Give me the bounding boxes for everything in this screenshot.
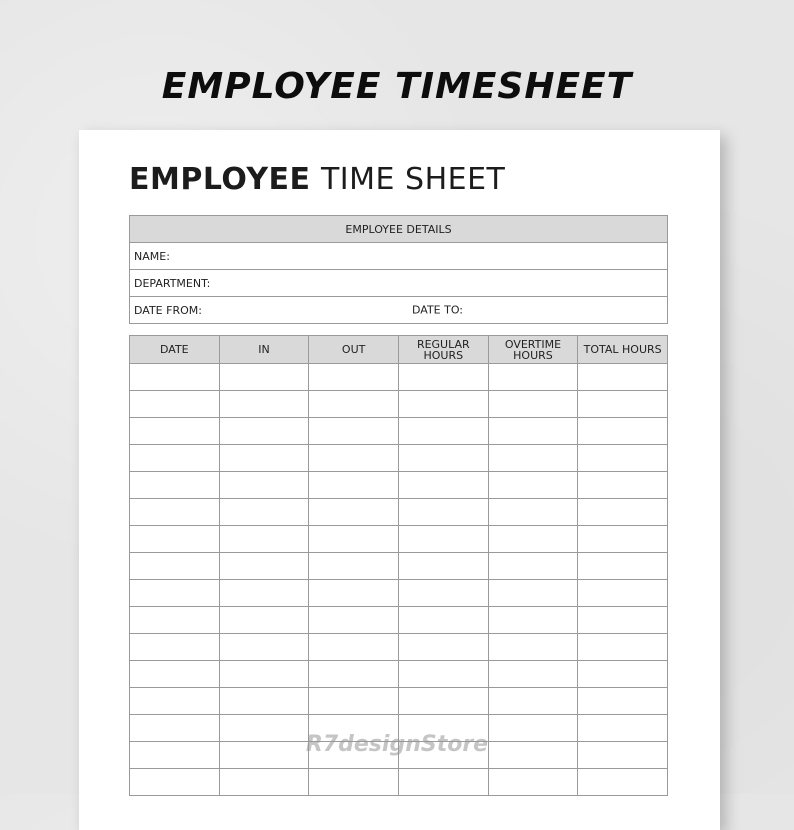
document-title-light: TIME SHEET <box>320 162 506 197</box>
time-log-table <box>129 335 668 796</box>
table-row <box>130 553 668 580</box>
cell-out[interactable] <box>309 634 399 661</box>
cell-overtime-hours[interactable] <box>488 364 578 391</box>
cell-total-hours[interactable] <box>578 472 668 499</box>
department-field[interactable] <box>130 270 668 297</box>
timesheet-page <box>79 130 720 830</box>
cell-total-hours[interactable] <box>578 607 668 634</box>
cell-in[interactable] <box>219 472 309 499</box>
cell-regular-hours[interactable] <box>398 364 488 391</box>
cell-regular-hours[interactable] <box>398 688 488 715</box>
department-label: DEPARTMENT: <box>134 276 211 290</box>
cell-overtime-hours[interactable] <box>488 445 578 472</box>
cell-in[interactable] <box>219 553 309 580</box>
cell-overtime-hours[interactable] <box>488 607 578 634</box>
cell-out[interactable] <box>309 607 399 634</box>
cell-total-hours[interactable] <box>578 526 668 553</box>
cell-overtime-hours[interactable] <box>488 661 578 688</box>
cell-regular-hours[interactable] <box>398 499 488 526</box>
date-from-label: DATE FROM: <box>134 303 202 317</box>
cell-regular-hours[interactable] <box>398 391 488 418</box>
cell-date[interactable] <box>130 391 220 418</box>
time-log-header-row <box>130 336 668 364</box>
column-header-date: DATE <box>130 336 220 364</box>
table-row <box>130 472 668 499</box>
cell-in[interactable] <box>219 445 309 472</box>
cell-out[interactable] <box>309 580 399 607</box>
date-range-field[interactable] <box>130 297 668 324</box>
table-row <box>130 607 668 634</box>
cell-date[interactable] <box>130 526 220 553</box>
cell-in[interactable] <box>219 526 309 553</box>
name-label: NAME: <box>134 249 170 263</box>
cell-overtime-hours[interactable] <box>488 688 578 715</box>
cell-out[interactable] <box>309 391 399 418</box>
cell-out[interactable] <box>309 445 399 472</box>
cell-total-hours[interactable] <box>578 634 668 661</box>
table-row <box>130 364 668 391</box>
watermark: R7designStore <box>305 732 489 757</box>
cell-regular-hours[interactable] <box>398 553 488 580</box>
time-log-body <box>130 364 668 796</box>
cell-in[interactable] <box>219 499 309 526</box>
table-row <box>130 418 668 445</box>
cell-date[interactable] <box>130 661 220 688</box>
cell-date[interactable] <box>130 472 220 499</box>
cell-overtime-hours[interactable] <box>488 553 578 580</box>
column-header-regular-hours: REGULAR HOURS <box>398 336 488 364</box>
cell-total-hours[interactable] <box>578 553 668 580</box>
cell-regular-hours[interactable] <box>398 769 488 796</box>
cell-total-hours[interactable] <box>578 769 668 796</box>
cell-out[interactable] <box>309 688 399 715</box>
table-row <box>130 634 668 661</box>
banner-title: EMPLOYEE TIMESHEET <box>161 66 633 107</box>
cell-total-hours[interactable] <box>578 418 668 445</box>
cell-date[interactable] <box>130 634 220 661</box>
cell-regular-hours[interactable] <box>398 526 488 553</box>
document-title <box>129 160 505 200</box>
cell-in[interactable] <box>219 634 309 661</box>
cell-in[interactable] <box>219 391 309 418</box>
cell-total-hours[interactable] <box>578 661 668 688</box>
cell-overtime-hours[interactable] <box>488 580 578 607</box>
cell-total-hours[interactable] <box>578 391 668 418</box>
cell-regular-hours[interactable] <box>398 445 488 472</box>
cell-out[interactable] <box>309 661 399 688</box>
cell-regular-hours[interactable] <box>398 580 488 607</box>
cell-in[interactable] <box>219 769 309 796</box>
cell-regular-hours[interactable] <box>398 661 488 688</box>
cell-in[interactable] <box>219 688 309 715</box>
cell-overtime-hours[interactable] <box>488 391 578 418</box>
column-header-out: OUT <box>309 336 399 364</box>
cell-date[interactable] <box>130 418 220 445</box>
cell-total-hours[interactable] <box>578 580 668 607</box>
employee-details-table <box>129 215 668 324</box>
date-to-label: DATE TO: <box>412 303 464 317</box>
name-field[interactable] <box>130 243 668 270</box>
cell-total-hours[interactable] <box>578 499 668 526</box>
table-row <box>130 526 668 553</box>
cell-out[interactable] <box>309 769 399 796</box>
table-row <box>130 499 668 526</box>
cell-date[interactable] <box>130 445 220 472</box>
cell-date[interactable] <box>130 364 220 391</box>
cell-overtime-hours[interactable] <box>488 526 578 553</box>
cell-date[interactable] <box>130 499 220 526</box>
document-title-bold: EMPLOYEE <box>129 162 311 197</box>
cell-out[interactable] <box>309 499 399 526</box>
cell-in[interactable] <box>219 661 309 688</box>
cell-regular-hours[interactable] <box>398 418 488 445</box>
cell-total-hours[interactable] <box>578 688 668 715</box>
cell-in[interactable] <box>219 580 309 607</box>
cell-overtime-hours[interactable] <box>488 499 578 526</box>
cell-regular-hours[interactable] <box>398 634 488 661</box>
column-header-in: IN <box>219 336 309 364</box>
table-row <box>130 580 668 607</box>
column-header-overtime-hours: OVERTIME HOURS <box>488 336 578 364</box>
cell-overtime-hours[interactable] <box>488 769 578 796</box>
cell-date[interactable] <box>130 553 220 580</box>
cell-date[interactable] <box>130 769 220 796</box>
table-row <box>130 391 668 418</box>
table-row <box>130 661 668 688</box>
cell-overtime-hours[interactable] <box>488 472 578 499</box>
cell-out[interactable] <box>309 553 399 580</box>
cell-out[interactable] <box>309 526 399 553</box>
cell-in[interactable] <box>219 607 309 634</box>
table-row <box>130 445 668 472</box>
cell-regular-hours[interactable] <box>398 472 488 499</box>
cell-overtime-hours[interactable] <box>488 634 578 661</box>
table-row <box>130 769 668 796</box>
table-row <box>130 688 668 715</box>
cell-total-hours[interactable] <box>578 364 668 391</box>
cell-in[interactable] <box>219 364 309 391</box>
cell-out[interactable] <box>309 418 399 445</box>
column-header-total-hours: TOTAL HOURS <box>578 336 668 364</box>
cell-total-hours[interactable] <box>578 445 668 472</box>
cell-date[interactable] <box>130 688 220 715</box>
cell-out[interactable] <box>309 472 399 499</box>
cell-in[interactable] <box>219 418 309 445</box>
cell-overtime-hours[interactable] <box>488 418 578 445</box>
cell-date[interactable] <box>130 607 220 634</box>
cell-out[interactable] <box>309 364 399 391</box>
cell-date[interactable] <box>130 580 220 607</box>
cell-regular-hours[interactable] <box>398 607 488 634</box>
employee-details-header: EMPLOYEE DETAILS <box>130 216 668 243</box>
